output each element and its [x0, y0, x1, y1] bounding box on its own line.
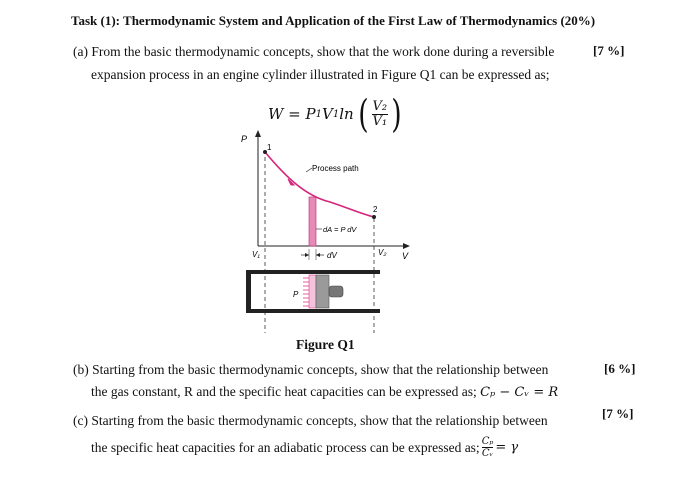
dv-label: dV — [327, 251, 337, 260]
cylinder-end-wall — [246, 270, 251, 313]
eq-sub1: 1 — [315, 108, 322, 120]
part-c-marks: [7 %] — [602, 406, 634, 421]
part-b-line2-text: the gas constant, R and the specific heat capacities can be expressed as; — [91, 384, 477, 399]
state-1-label: 1 — [267, 143, 272, 152]
eq-denominator: V₁ — [372, 113, 388, 129]
da-label: dA = P dV — [323, 225, 357, 234]
figure-caption: Figure Q1 — [296, 337, 355, 352]
part-c-rhs: = γ — [495, 440, 519, 455]
pressure-arrows — [303, 278, 309, 306]
axis-v-label: V — [402, 251, 409, 261]
part-b-equation: Cₚ − Cᵥ = R — [480, 385, 559, 400]
cylinder-top-wall — [246, 270, 380, 274]
part-b-line2 — [91, 384, 558, 400]
part-b-line1: (b) Starting from the basic thermodynamic concepts, show that the relationship between — [73, 362, 549, 377]
state-point-2 — [372, 215, 376, 219]
v-axis-arrow — [403, 243, 410, 249]
piston-rod — [329, 286, 343, 297]
state-2-label: 2 — [373, 205, 378, 214]
p-axis-arrow — [255, 130, 261, 137]
part-a-marks: [7 %] — [593, 43, 625, 58]
strip-da — [309, 197, 316, 246]
part-c-numerator: Cₚ — [481, 436, 494, 447]
left-paren: ( — [357, 92, 369, 136]
part-a-line1: (a) From the basic thermodynamic concepts, show that the work done during a reversible — [73, 44, 555, 59]
part-c-fraction — [482, 436, 494, 459]
eq-fraction — [372, 100, 389, 129]
v1-label: V₁ — [252, 250, 260, 259]
task-title: Task (1): Thermodynamic System and Application of the First Law of Thermodynamics (20%) — [71, 13, 596, 28]
cylinder-bottom-wall — [246, 309, 380, 313]
piston — [316, 275, 329, 308]
eq-lhs: W = P — [268, 105, 316, 123]
dv-arrowhead-right — [316, 253, 320, 257]
part-c-line2-text: the specific heat capacities for an adiabatic process can be expressed as; — [91, 439, 480, 455]
axis-p-label: P — [241, 134, 248, 144]
part-c-line1: (c) Starting from the basic thermodynamic concepts, show that the relationship between — [73, 413, 548, 428]
part-a-line2: expansion process in an engine cylinder illustrated in Figure Q1 can be expressed as; — [91, 67, 550, 82]
part-c-line2 — [91, 436, 518, 459]
part-b-marks: [6 %] — [604, 361, 636, 376]
eq-ln: ln — [339, 105, 354, 123]
process-curve — [265, 152, 374, 217]
displaced-volume — [309, 275, 316, 308]
process-path-label: Process path — [312, 164, 359, 173]
right-paren: ) — [391, 92, 402, 136]
piston-p-label: P — [293, 290, 299, 299]
part-c-denominator: Cᵥ — [481, 448, 494, 459]
figure-q1 — [230, 128, 420, 334]
eq-sub2: 1 — [332, 108, 340, 120]
eq-numerator: V₂ — [372, 98, 388, 114]
dv-arrowhead-left — [305, 253, 309, 257]
eq-v: V — [322, 105, 333, 123]
v2-label: V₂ — [378, 248, 387, 257]
